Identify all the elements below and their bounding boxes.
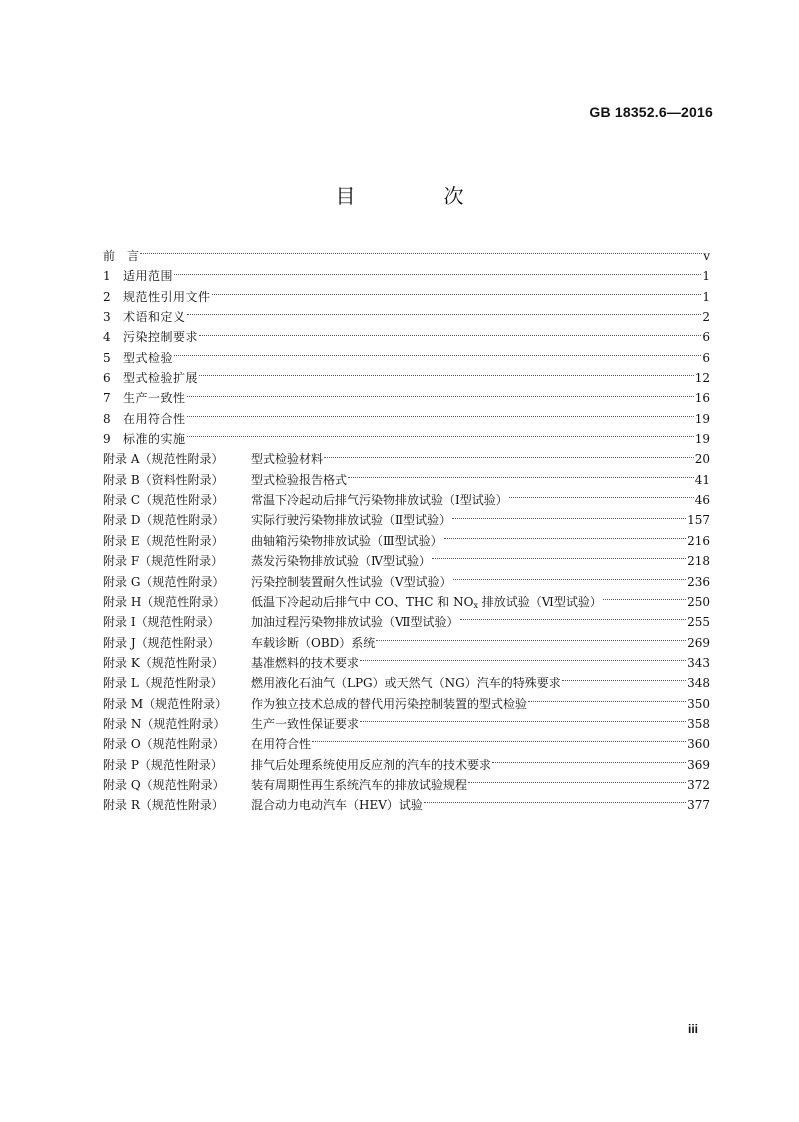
appendix-tag: 附录 D（规范性附录） [103,513,225,528]
toc-appendix-g[interactable] [103,572,710,592]
toc-entry-1[interactable] [103,266,710,286]
appendix-tag: 附录 R（规范性附录） [103,798,224,813]
toc-entry-page: 372 [687,777,710,792]
toc-leader [444,537,687,539]
appendix-tag: 附录 F（规范性附录） [103,554,224,569]
toc-appendix-d[interactable] [103,510,710,530]
toc-entry-title: 附录 K（规范性附录） 基准燃料的技术要求 [103,653,359,673]
toc-entry-page: 255 [687,615,710,630]
appendix-tag: 附录 E（规范性附录） [103,533,224,548]
toc-entry-2[interactable] [103,287,710,307]
toc-entry-page: 46 [694,493,710,508]
toc-entry-title: 3 术语和定义 [103,307,186,327]
toc-entry-number: 7 [103,391,112,406]
toc-leader [376,639,686,641]
appendix-tag: 附录 H（规范性附录） [103,594,226,609]
toc-appendix-n[interactable] [103,714,710,734]
toc-entry-title: 4 污染控制要求 [103,327,198,347]
toc-leader [360,659,686,661]
toc-appendix-q[interactable] [103,775,710,795]
toc-entry-page: 19 [694,411,710,426]
toc-entry-page: 41 [694,472,710,487]
toc-entry-page: 369 [687,757,710,772]
toc-leader [453,578,686,580]
toc-entry-8[interactable] [103,409,710,429]
toc-leader [424,801,686,803]
toc-entry-page: 157 [687,513,710,528]
toc-leader [174,273,701,275]
toc-entry-page: 20 [694,452,710,467]
appendix-tag: 附录 Q（规范性附录） [103,777,225,792]
toc-appendix-k[interactable] [103,653,710,673]
toc-entry-title: 附录 R（规范性附录） 混合动力电动汽车（HEV）试验 [103,795,423,815]
toc-entry-number: 2 [103,289,112,304]
toc-leader [187,395,694,397]
toc-entry-title: 7 生产一致性 [103,388,186,408]
toc-entry-page: 218 [687,554,710,569]
appendix-tag: 附录 L（规范性附录） [103,676,223,691]
toc-entry-page: 250 [687,594,710,609]
toc-appendix-b[interactable] [103,470,710,490]
toc-entry-title: 6 型式检验扩展 [103,368,198,388]
toc-entry-preface[interactable] [103,246,710,266]
toc-leader [199,334,701,336]
toc-entry-number: 4 [103,330,112,345]
toc-leader [187,435,694,437]
toc-entry-title: 附录 G（规范性附录） 污染控制装置耐久性试验（Ⅴ型试验） [103,572,452,592]
toc-entry-number: 9 [103,432,112,447]
toc-entry-page: 16 [694,391,710,406]
toc-entry-page: 350 [687,696,710,711]
toc-entry-title: 附录 H（规范性附录） 低温下冷起动后排气中 CO、THC 和 $NO_x$ 排放试验（Ⅵ型试验） [103,592,602,616]
toc-appendix-o[interactable] [103,734,710,754]
toc-appendix-e[interactable] [103,531,710,551]
toc-entry-title: 附录 O（规范性附录） 在用符合性 [103,734,311,754]
toc-appendix-h[interactable] [103,592,710,612]
toc-appendix-m[interactable] [103,694,710,714]
toc-entry-title: 1 适用范围 [103,266,173,286]
toc-entry-7[interactable] [103,388,710,408]
toc-entry-number: 6 [103,371,112,386]
toc-entry-page: 2 [702,310,710,325]
toc-leader [187,313,702,315]
toc-entry-title: 附录 P（规范性附录） 排气后处理系统使用反应剂的汽车的技术要求 [103,755,491,775]
toc-entry-title: 附录 D（规范性附录） 实际行驶污染物排放试验（Ⅱ型试验） [103,510,451,530]
toc-entry-9[interactable] [103,429,710,449]
appendix-tag: 附录 N（规范性附录） [103,716,226,731]
toc-entry-title: 附录 Q（规范性附录） 装有周期性再生系统汽车的排放试验规程 [103,775,467,795]
appendix-tag: 附录 C（规范性附录） [103,493,224,508]
table-of-contents [103,246,710,816]
toc-appendix-j[interactable] [103,633,710,653]
toc-entry-title: 5 型式检验 [103,348,173,368]
toc-leader [452,517,686,519]
toc-entry-page: 236 [687,574,710,589]
toc-entry-title: 8 在用符合性 [103,409,186,429]
toc-entry-number: 3 [103,310,112,325]
page-number: iii [687,1022,698,1036]
toc-entry-title: 附录 A（规范性附录） 型式检验材料 [103,449,323,469]
appendix-tag: 附录 K（规范性附录） [103,655,224,670]
toc-entry-page: 19 [694,432,710,447]
toc-appendix-p[interactable] [103,755,710,775]
toc-entry-page: 216 [687,533,710,548]
toc-entry-page: 6 [702,350,710,365]
page-title: 目 次 [335,184,498,208]
toc-leader [492,761,686,763]
toc-entry-title: 附录 J（规范性附录） 车载诊断（OBD）系统 [103,633,375,653]
toc-entry-3[interactable] [103,307,710,327]
toc-appendix-a[interactable] [103,449,710,469]
toc-entry-number: 8 [103,411,112,426]
toc-leader [324,456,694,458]
toc-leader [528,700,686,702]
appendix-tag: 附录 I（规范性附录） [103,615,220,630]
appendix-tag: 附录 J（规范性附录） [103,635,220,650]
appendix-tag: 附录 A（规范性附录） [103,452,224,467]
toc-appendix-l[interactable] [103,673,710,693]
toc-entry-title: 附录 C（规范性附录） 常温下冷起动后排气污染物排放试验（Ⅰ型试验） [103,490,508,510]
toc-leader [432,557,686,559]
toc-leader [468,781,686,783]
toc-entry-page: 6 [702,330,710,345]
appendix-tag: 附录 O（规范性附录） [103,737,225,752]
toc-entry-title: 前 言 [103,249,140,263]
toc-entry-title: 附录 M（规范性附录） 作为独立技术总成的替代用污染控制装置的型式检验 [103,694,527,714]
toc-entry-page: 269 [687,635,710,650]
toc-entry-title: 附录 L（规范性附录） 燃用液化石油气（LPG）或天然气（NG）汽车的特殊要求 [103,673,561,693]
toc-entry-title: 9 标准的实施 [103,429,186,449]
standard-code: GB 18352.6—2016 [589,104,713,120]
toc-leader [360,720,686,722]
toc-entry-page: 348 [687,676,710,691]
toc-entry-5[interactable] [103,348,710,368]
toc-leader [140,252,702,254]
appendix-tag: 附录 G（规范性附录） [103,574,225,589]
toc-appendix-r[interactable] [103,795,710,815]
toc-entry-page: v [703,249,710,263]
toc-leader [603,598,686,600]
toc-leader [348,476,694,478]
toc-leader [199,374,694,376]
appendix-tag: 附录 M（规范性附录） [103,696,228,711]
toc-entry-page: 12 [694,371,710,386]
toc-leader [174,354,701,356]
toc-entry-number: 1 [103,269,112,284]
toc-entry-6[interactable] [103,368,710,388]
appendix-tag: 附录 B（资料性附录） [103,472,224,487]
toc-entry-title: 附录 E（规范性附录） 曲轴箱污染物排放试验（Ⅲ型试验） [103,531,443,551]
toc-appendix-c[interactable] [103,490,710,510]
toc-leader [562,679,686,681]
toc-entry-title: 附录 F（规范性附录） 蒸发污染物排放试验（Ⅳ型试验） [103,551,431,571]
toc-entry-title: 附录 N（规范性附录） 生产一致性保证要求 [103,714,359,734]
toc-appendix-f[interactable] [103,551,710,571]
toc-entry-page: 343 [687,655,710,670]
toc-entry-title: 附录 I（规范性附录） 加油过程污染物排放试验（Ⅶ型试验） [103,612,459,632]
toc-entry-number: 5 [103,350,112,365]
toc-entry-title: 2 规范性引用文件 [103,287,211,307]
toc-entry-page: 360 [687,737,710,752]
toc-appendix-i[interactable] [103,612,710,632]
toc-entry-title: 附录 B（资料性附录） 型式检验报告格式 [103,470,347,490]
toc-entry-page: 377 [687,798,710,813]
toc-leader [509,496,694,498]
toc-leader [312,740,686,742]
toc-entry-page: 358 [687,716,710,731]
toc-entry-page: 1 [702,289,710,304]
toc-leader [460,618,687,620]
toc-leader [187,415,694,417]
toc-leader [212,293,702,295]
toc-entry-4[interactable] [103,327,710,347]
appendix-tag: 附录 P（规范性附录） [103,757,223,772]
toc-entry-page: 1 [702,269,710,284]
